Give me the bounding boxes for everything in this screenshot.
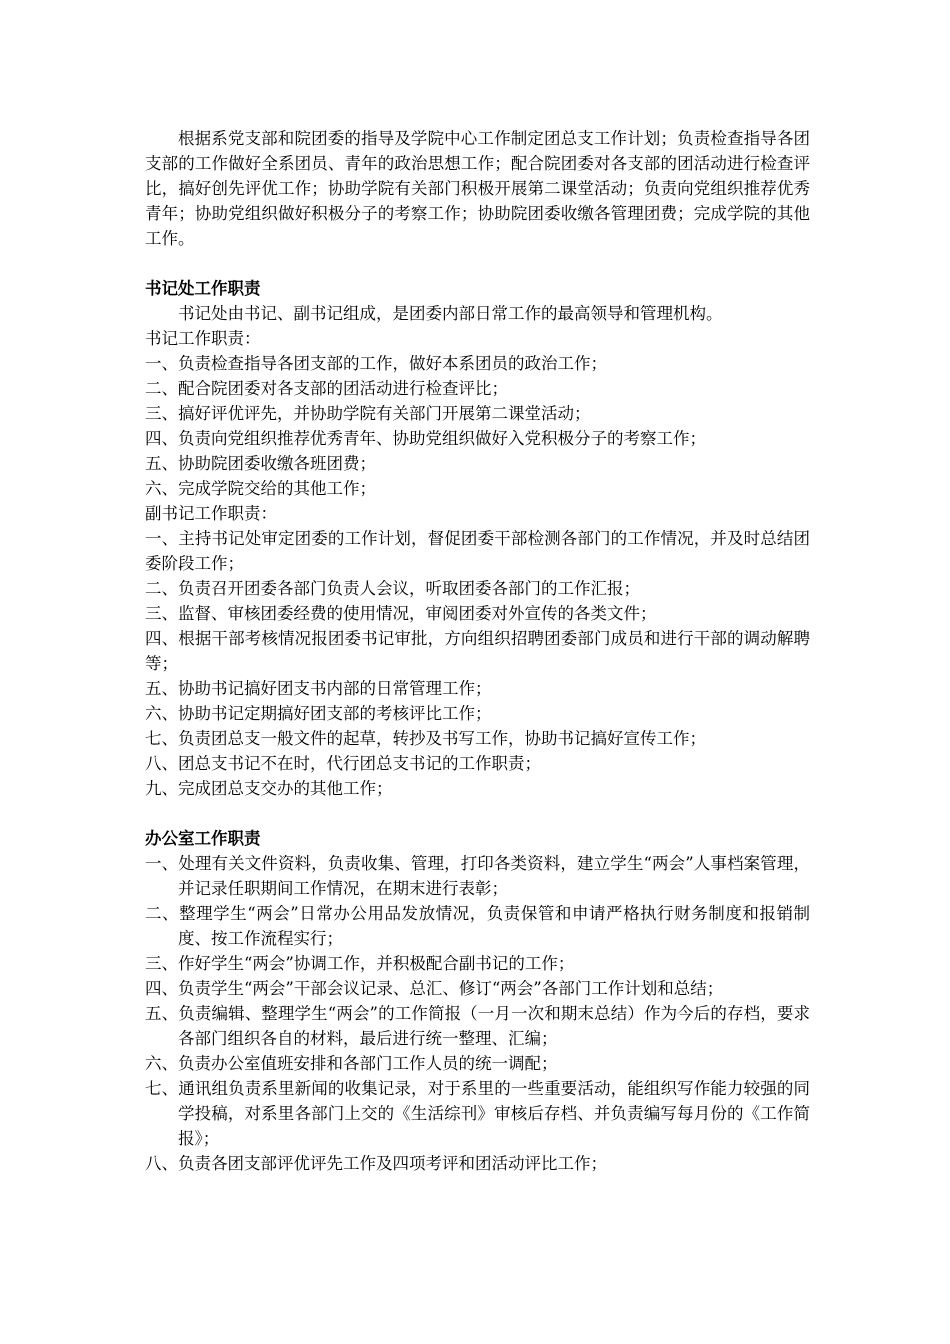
office-heading: 办公室工作职责: [145, 829, 261, 848]
deputy-duty-3: 三、监督、审核团委经费的使用情况，审阅团委对外宣传的各类文件；: [145, 604, 657, 623]
office-duty-6: 六、负责办公室值班安排和各部门工作人员的统一调配；: [145, 1054, 558, 1073]
secretary-duty-5: 五、协助院团委收缴各班团费；: [145, 454, 376, 473]
deputy-duty-7: 七、负责团总支一般文件的起草，转抄及书写工作，协助书记搞好宣传工作；: [145, 729, 706, 748]
office-duty-2: 二、整理学生“两会”日常办公用品发放情况，负责保管和申请严格执行财务制度和报销制度、按工作流程实行；: [145, 904, 810, 948]
section-gap: [145, 801, 810, 826]
secretary-duty-2: 二、配合院团委对各支部的团活动进行检查评比；: [145, 379, 508, 398]
deputy-duty-2: 二、负责召开团委各部门负责人会议，听取团委各部门的工作汇报；: [145, 579, 640, 598]
deputy-duty-8: 八、团总支书记不在时，代行团总支书记的工作职责；: [145, 754, 541, 773]
office-duty-8: 八、负责各团支部评优评先工作及四项考评和团活动评比工作；: [145, 1154, 607, 1173]
secretary-duty-1: 一、负责检查指导各团支部的工作，做好本系团员的政治工作；: [145, 354, 607, 373]
office-duty-4: 四、负责学生“两会”干部会议记录、总汇、修订“两会”各部门工作计划和总结；: [145, 979, 724, 998]
secretary-duties-label: 书记工作职责：: [145, 329, 261, 348]
secretariat-intro: 书记处由书记、副书记组成，是团委内部日常工作的最高领导和管理机构。: [178, 304, 723, 323]
office-duty-3: 三、作好学生“两会”协调工作，并积极配合副书记的工作；: [145, 954, 575, 973]
deputy-duty-9: 九、完成团总支交办的其他工作；: [145, 779, 393, 798]
secretariat-heading: 书记处工作职责: [145, 279, 261, 298]
deputy-duty-1: 一、主持书记处审定团委的工作计划，督促团委干部检测各部门的工作情况，并及时总结团委阶段工作；: [145, 529, 810, 573]
document-page: [145, 126, 810, 1176]
secretary-duty-6: 六、完成学院交给的其他工作；: [145, 479, 376, 498]
deputy-duties-label: 副书记工作职责：: [145, 504, 277, 523]
secretary-duty-3: 三、搞好评优评先，并协助学院有关部门开展第二课堂活动；: [145, 404, 591, 423]
office-duty-1: 一、处理有关文件资料，负责收集、管理，打印各类资料，建立学生“两会”人事档案管理，并记录任职期间工作情况，在期末进行表彰；: [145, 854, 810, 898]
deputy-duty-6: 六、协助书记定期搞好团支部的考核评比工作；: [145, 704, 492, 723]
office-duty-7: 七、通讯组负责系里新闻的收集记录，对于系里的一些重要活动，能组织写作能力较强的同学投稿，对系里各部门上交的《生活综刊》审核后存档、并负责编写每月份的《工作简报》；: [145, 1079, 810, 1148]
office-duty-5: 五、负责编辑、整理学生“两会”的工作简报（一月一次和期末总结）作为今后的存档，要求各部门组织各自的材料，最后进行统一整理、汇编；: [145, 1004, 810, 1048]
deputy-duty-5: 五、协助书记搞好团支书内部的日常管理工作；: [145, 679, 492, 698]
intro-paragraph: 根据系党支部和院团委的指导及学院中心工作制定团总支工作计划；负责检查指导各团支部的工作做好全系团员、青年的政治思想工作；配合院团委对各支部的团活动进行检查评比，搞好创先评优工作；协助学院有关部门积极开展第二课堂活动；负责向党组织推荐优秀青年；协助党组织做好积极分子的考察工作；协助院团委收缴各管理团费；完成学院的其他工作。: [145, 129, 810, 248]
secretary-duty-4: 四、负责向党组织推荐优秀青年、协助党组织做好入党积极分子的考察工作；: [145, 429, 706, 448]
section-gap: [145, 251, 810, 276]
deputy-duty-4: 四、根据干部考核情况报团委书记审批，方向组织招聘团委部门成员和进行干部的调动解聘等；: [145, 629, 810, 673]
